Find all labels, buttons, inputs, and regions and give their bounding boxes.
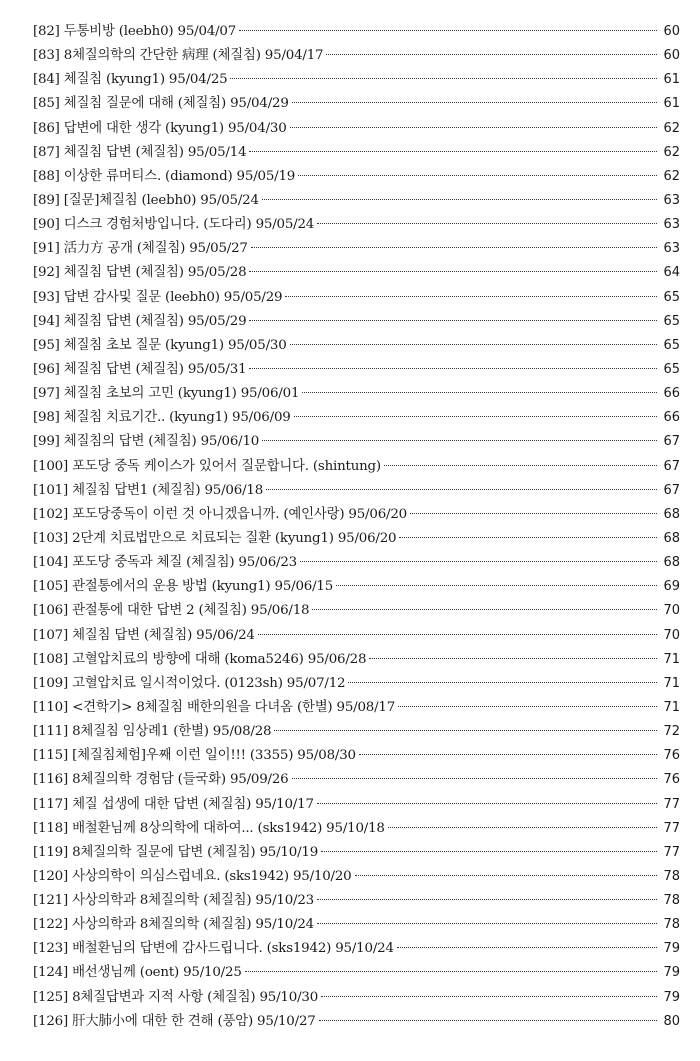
- dot-leader: [285, 296, 657, 297]
- dot-leader: [388, 827, 657, 828]
- toc-entry-title: [118] 배철환님께 8상의학에 대하여... (sks1942) 95/10/18: [33, 820, 385, 836]
- dot-leader: [258, 634, 657, 635]
- toc-entry: [33, 20, 680, 44]
- dot-leader: [359, 754, 657, 755]
- toc-entry-page-number: 66: [663, 386, 680, 402]
- toc-entry-title: [115] [체질침체험]우째 이런 일이!!! (3355) 95/08/30: [33, 748, 356, 764]
- dot-leader: [230, 78, 657, 79]
- dot-leader: [317, 923, 657, 924]
- toc-entry-page-number: 78: [663, 893, 680, 909]
- toc-entry: [33, 696, 680, 720]
- toc-entry: [33, 261, 680, 285]
- dot-leader: [249, 271, 657, 272]
- toc-entry-title: [93] 답변 감사및 질문 (leebh0) 95/05/29: [33, 289, 283, 305]
- toc-entry-page-number: 65: [663, 361, 680, 377]
- dot-leader: [274, 730, 657, 731]
- toc-entry: [33, 213, 680, 237]
- toc-entry-page-number: 66: [663, 410, 680, 426]
- toc-entry: [33, 92, 680, 116]
- toc-entry-title: [97] 체질침 초보의 고민 (kyung1) 95/06/01: [33, 386, 300, 402]
- toc-entry-title: [126] 肝大肺小에 대한 한 견해 (풍암) 95/10/27: [33, 1013, 316, 1029]
- toc-entry-title: [121] 사상의학과 8체질의학 (체질침) 95/10/23: [33, 893, 314, 909]
- toc-entry: [33, 479, 680, 503]
- toc-entry-title: [110] <견학기> 8체질침 배한의원을 다녀옴 (한별) 95/08/17: [33, 699, 396, 715]
- toc-entry-page-number: 71: [663, 699, 680, 715]
- toc-entry-title: [103] 2단계 치료법만으로 치료되는 질환 (kyung1) 95/06/20: [33, 530, 397, 546]
- dot-leader: [317, 899, 657, 900]
- dot-leader: [348, 682, 657, 683]
- toc-entry: [33, 961, 680, 985]
- toc-entry-page-number: 68: [663, 530, 680, 546]
- dot-leader: [239, 30, 657, 31]
- toc-entry-page-number: 67: [663, 458, 680, 474]
- dot-leader: [355, 875, 657, 876]
- toc-entry: [33, 286, 680, 310]
- toc-entry: [33, 406, 680, 430]
- toc-entry-page-number: 80: [663, 1013, 680, 1029]
- dot-leader: [317, 223, 657, 224]
- toc-entry-title: [125] 8체질답변과 지적 사항 (체질침) 95/10/30: [33, 989, 319, 1005]
- toc-entry: [33, 310, 680, 334]
- dot-leader: [245, 971, 657, 972]
- toc-entry-title: [106] 관절통에 대한 답변 2 (체질침) 95/06/18: [33, 603, 310, 619]
- toc-entry-title: [91] 活力方 공개 (체질침) 95/05/27: [33, 241, 248, 257]
- dot-leader: [298, 175, 657, 176]
- dot-leader: [266, 489, 657, 490]
- toc-entry-page-number: 60: [663, 48, 680, 64]
- dot-leader: [321, 996, 657, 997]
- toc-entry-title: [111] 8체질침 임상례1 (한별) 95/08/28: [33, 724, 272, 740]
- dot-leader: [319, 1020, 657, 1021]
- toc-entry: [33, 430, 680, 454]
- toc-entry: [33, 382, 680, 406]
- toc-entry-page-number: 77: [663, 820, 680, 836]
- toc-entry: [33, 986, 680, 1010]
- toc-entry-title: [82] 두통비방 (leebh0) 95/04/07: [33, 24, 237, 39]
- toc-entry-title: [90] 디스크 경험처방입니다. (도다리) 95/05/24: [33, 217, 315, 233]
- toc-entry-page-number: 76: [663, 748, 680, 764]
- toc-entry-title: [109] 고혈압치료 일시적이었다. (0123sh) 95/07/12: [33, 675, 346, 691]
- toc-entry: [33, 68, 680, 92]
- dot-leader: [398, 706, 657, 707]
- toc-entry: [33, 117, 680, 141]
- toc-entry: [33, 624, 680, 648]
- toc-entry: [33, 817, 680, 841]
- toc-entry: [33, 1010, 680, 1034]
- toc-entry-page-number: 62: [663, 144, 680, 160]
- toc-entry-title: [92] 체질침 답변 (체질침) 95/05/28: [33, 265, 247, 281]
- toc-entry-page-number: 63: [663, 217, 680, 233]
- toc-entry-page-number: 63: [663, 241, 680, 257]
- toc-entry-page-number: 67: [663, 434, 680, 450]
- dot-leader: [294, 416, 657, 417]
- toc-entry: [33, 527, 680, 551]
- toc-entry-title: [94] 체질침 답변 (체질침) 95/05/29: [33, 313, 247, 329]
- toc-entry-page-number: 62: [663, 120, 680, 136]
- toc-entry-title: [88] 이상한 류머티스. (diamond) 95/05/19: [33, 168, 296, 184]
- toc-entry-page-number: 76: [663, 772, 680, 788]
- toc-entry-title: [84] 체질침 (kyung1) 95/04/25: [33, 72, 228, 88]
- toc-entry-title: [124] 배선생님께 (oent) 95/10/25: [33, 965, 242, 981]
- toc-entry-title: [100] 포도당 중독 케이스가 있어서 질문합니다. (shintung): [33, 458, 381, 474]
- toc-entry-title: [96] 체질침 답변 (체질침) 95/05/31: [33, 361, 247, 377]
- dot-leader: [300, 561, 657, 562]
- toc-entry-title: [102] 포도당중독이 이런 것 아니겠읍니까. (예인사랑) 95/06/20: [33, 506, 407, 522]
- toc-entry-page-number: 64: [663, 265, 680, 281]
- dot-leader: [290, 344, 657, 345]
- toc-entry: [33, 358, 680, 382]
- toc-entry-title: [116] 8체질의학 경험담 (들국화) 95/09/26: [33, 772, 289, 788]
- toc-entry: [33, 334, 680, 358]
- toc-entry-title: [104] 포도당 중독과 체질 (체질침) 95/06/23: [33, 555, 297, 571]
- dot-leader: [399, 537, 657, 538]
- toc-entry-page-number: 79: [663, 941, 680, 957]
- toc-entry-title: [122] 사상의학과 8체질의학 (체질침) 95/10/24: [33, 917, 314, 933]
- toc-entry: [33, 237, 680, 261]
- toc-entry-title: [108] 고혈압치료의 방향에 대해 (koma5246) 95/06/28: [33, 651, 367, 667]
- dot-leader: [384, 465, 657, 466]
- toc-entry: [33, 744, 680, 768]
- toc-entry-page-number: 60: [663, 24, 680, 39]
- dot-leader: [292, 778, 658, 779]
- toc-entry-page-number: 77: [663, 796, 680, 812]
- toc-entry-page-number: 62: [663, 168, 680, 184]
- toc-entry-page-number: 71: [663, 651, 680, 667]
- toc-entry-title: [87] 체질침 답변 (체질침) 95/05/14: [33, 144, 247, 160]
- toc-entry-title: [98] 체질침 치료기간.. (kyung1) 95/06/09: [33, 410, 291, 426]
- toc-entry: [33, 841, 680, 865]
- toc-entry: [33, 189, 680, 213]
- dot-leader: [302, 392, 657, 393]
- toc-entry-title: [123] 배철환님의 답변에 감사드립니다. (sks1942) 95/10/24: [33, 941, 394, 957]
- dot-leader: [317, 803, 657, 804]
- dot-leader: [290, 127, 657, 128]
- toc-entry: [33, 503, 680, 527]
- dot-leader: [312, 609, 657, 610]
- toc-entry-page-number: 68: [663, 555, 680, 571]
- toc-entry-title: [105] 관절통에서의 운용 방법 (kyung1) 95/06/15: [33, 579, 334, 595]
- toc-entry-page-number: 70: [663, 627, 680, 643]
- toc-entry-page-number: 78: [663, 917, 680, 933]
- toc-entry-page-number: 65: [663, 337, 680, 353]
- toc-entry: [33, 720, 680, 744]
- toc-entry-title: [83] 8체질의학의 간단한 病理 (체질침) 95/04/17: [33, 48, 324, 64]
- dot-leader: [292, 102, 657, 103]
- dot-leader: [336, 585, 657, 586]
- dot-leader: [262, 199, 657, 200]
- toc-entry-page-number: 61: [663, 72, 680, 88]
- toc-entry-page-number: 65: [663, 289, 680, 305]
- toc-entry-title: [86] 답변에 대한 생각 (kyung1) 95/04/30: [33, 120, 287, 136]
- dot-leader: [249, 320, 657, 321]
- toc-entry-title: [120] 사상의학이 의심스럽네요. (sks1942) 95/10/20: [33, 868, 352, 884]
- toc-entry-page-number: 70: [663, 603, 680, 619]
- toc-entry-page-number: 65: [663, 313, 680, 329]
- dot-leader: [397, 947, 657, 948]
- toc-entry: [33, 599, 680, 623]
- toc-entry-page-number: 77: [663, 844, 680, 860]
- toc-entry: [33, 44, 680, 68]
- toc-entry: [33, 575, 680, 599]
- dot-leader: [326, 54, 657, 55]
- toc-entry-page-number: 69: [663, 579, 680, 595]
- toc-entry-page-number: 79: [663, 989, 680, 1005]
- toc-entry: [33, 865, 680, 889]
- toc-entry-page-number: 61: [663, 96, 680, 112]
- toc-entry: [33, 889, 680, 913]
- dot-leader: [410, 513, 657, 514]
- toc-entry-page-number: 68: [663, 506, 680, 522]
- dot-leader: [251, 247, 657, 248]
- toc-entry: [33, 648, 680, 672]
- toc-entry-title: [95] 체질침 초보 질문 (kyung1) 95/05/30: [33, 337, 287, 353]
- toc-entry-title: [85] 체질침 질문에 대해 (체질침) 95/04/29: [33, 96, 289, 112]
- toc-entry: [33, 455, 680, 479]
- dot-leader: [249, 368, 657, 369]
- dot-leader: [249, 151, 657, 152]
- toc-entry: [33, 793, 680, 817]
- toc-entry-page-number: 71: [663, 675, 680, 691]
- toc-entry-page-number: 63: [663, 192, 680, 208]
- table-of-contents: [33, 20, 680, 1034]
- toc-entry-page-number: 72: [663, 724, 680, 740]
- toc-entry-title: [99] 체질침의 답변 (체질침) 95/06/10: [33, 434, 260, 450]
- toc-entry-title: [117] 체질 섭생에 대한 답변 (체질침) 95/10/17: [33, 796, 314, 812]
- dot-leader: [369, 658, 657, 659]
- toc-entry-title: [89] [질문]체질침 (leebh0) 95/05/24: [33, 192, 259, 208]
- toc-entry-page-number: 67: [663, 482, 680, 498]
- dot-leader: [321, 851, 657, 852]
- dot-leader: [262, 440, 657, 441]
- toc-entry: [33, 551, 680, 575]
- toc-entry-title: [107] 체질침 답변 (체질침) 95/06/24: [33, 627, 255, 643]
- toc-entry: [33, 913, 680, 937]
- toc-entry: [33, 937, 680, 961]
- toc-entry: [33, 768, 680, 792]
- toc-entry-page-number: 78: [663, 868, 680, 884]
- toc-entry: [33, 672, 680, 696]
- toc-entry: [33, 141, 680, 165]
- toc-entry-title: [101] 체질침 답변1 (체질침) 95/06/18: [33, 482, 264, 498]
- toc-entry-title: [119] 8체질의학 질문에 답변 (체질침) 95/10/19: [33, 844, 319, 860]
- toc-entry: [33, 165, 680, 189]
- toc-entry-page-number: 79: [663, 965, 680, 981]
